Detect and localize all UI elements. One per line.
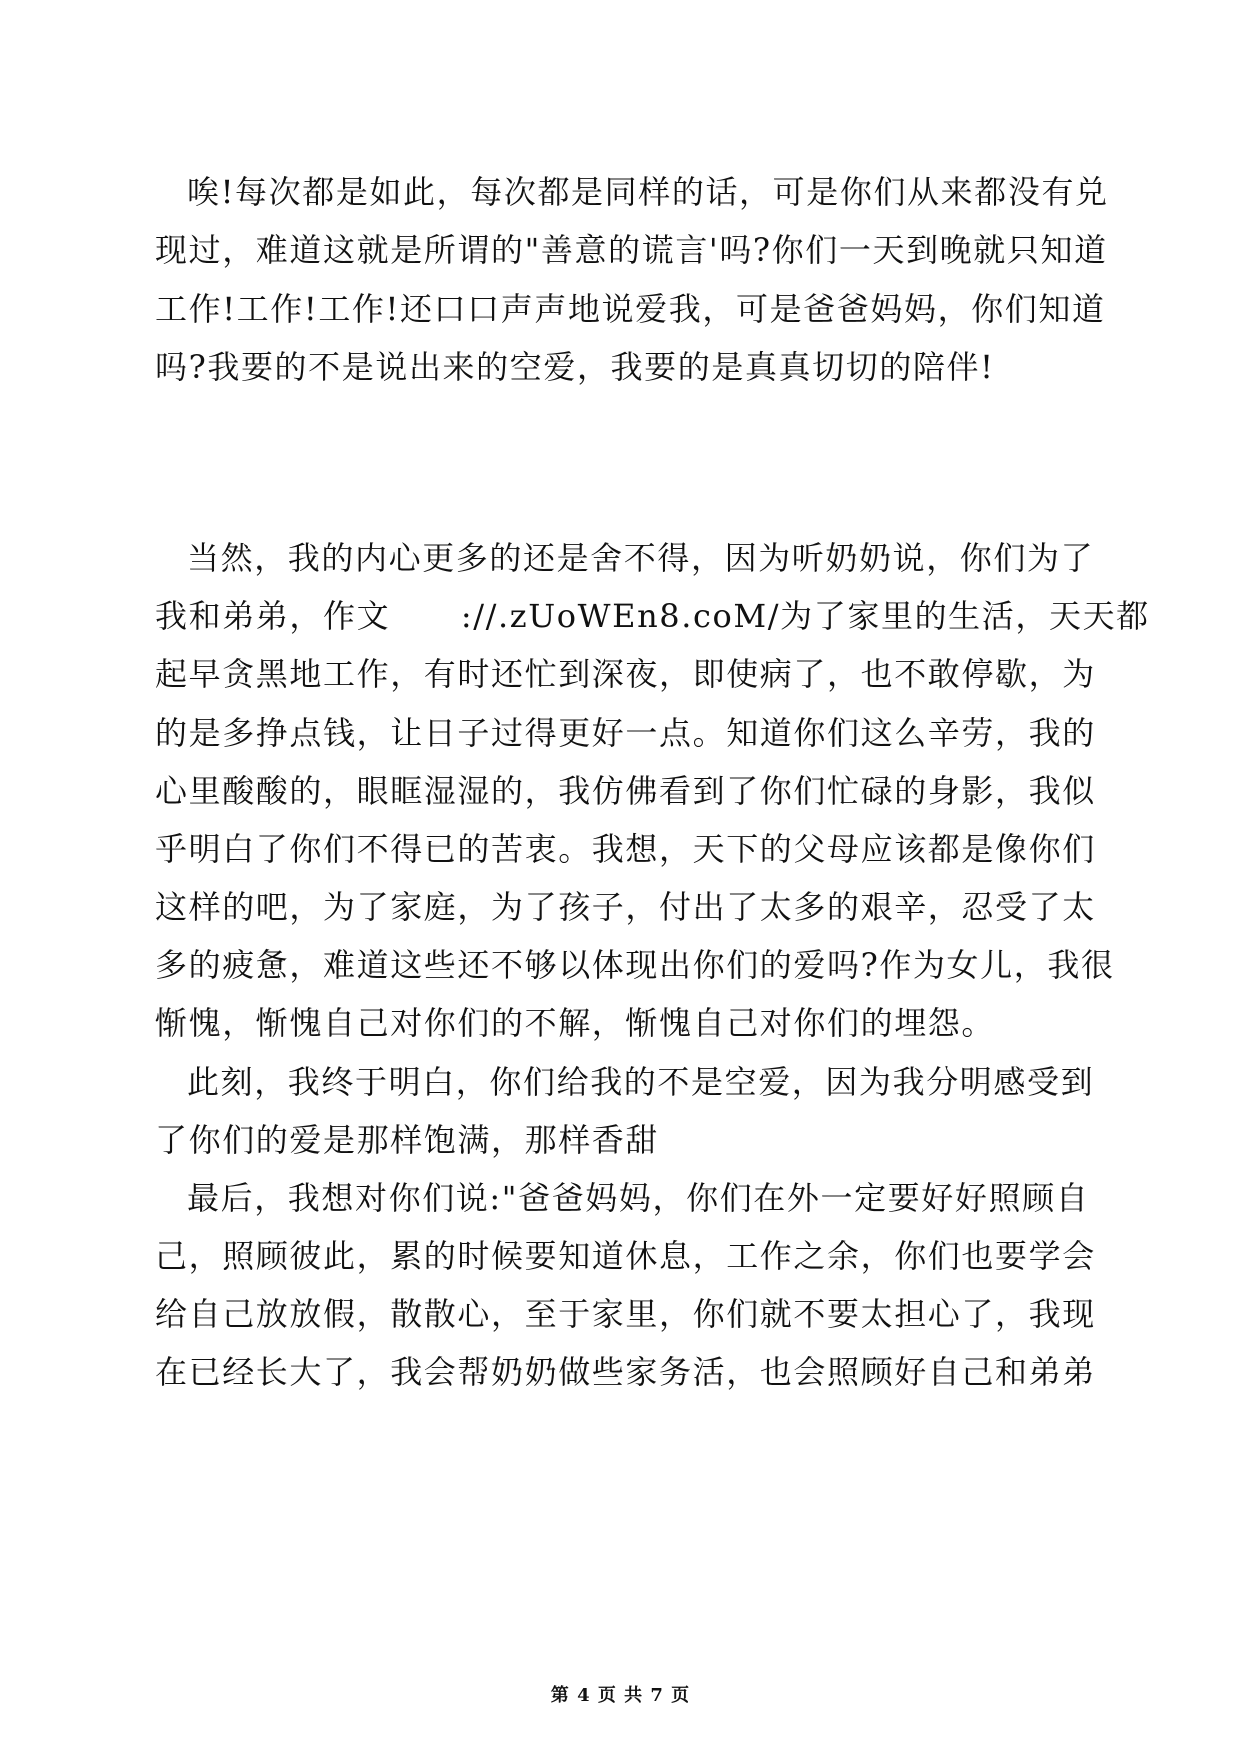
paragraph-2-line-9: 惭愧，惭愧自己对你们的不解，惭愧自己对你们的埋怨。: [155, 1004, 996, 1042]
paragraph-2-line-4: 的是多挣点钱，让日子过得更好一点。知道你们这么辛劳，我的: [155, 714, 1096, 752]
page-number-footer: 第 4 页 共 7 页: [550, 1685, 691, 1706]
paragraph-2-line-2: 我和弟弟，作文 ://.zUoWEn8.coM/为了家里的生活，天天都: [155, 597, 1150, 635]
paragraph-2-line-7: 这样的吧，为了家庭，为了孩子，付出了太多的艰辛，忍受了太: [155, 888, 1096, 926]
paragraph-1-line-4: 吗?我要的不是说出来的空爱，我要的是真真切切的陪伴!: [155, 348, 995, 386]
paragraph-1-line-2: 现过，难道这就是所谓的"善意的谎言'吗?你们一天到晚就只知道: [155, 231, 1108, 269]
paragraph-1-line-3: 工作!工作!工作!还口口声声地说爱我，可是爸爸妈妈，你们知道: [155, 290, 1106, 328]
paragraph-1-line-1: 唉!每次都是如此，每次都是同样的话，可是你们从来都没有兑: [187, 173, 1109, 211]
paragraph-3-line-2: 了你们的爱是那样饱满，那样香甜: [155, 1121, 660, 1159]
paragraph-2-line-6: 乎明白了你们不得已的苦衷。我想，天下的父母应该都是像你们: [155, 830, 1096, 868]
paragraph-2-line-5: 心里酸酸的，眼眶湿湿的，我仿佛看到了你们忙碌的身影，我似: [155, 772, 1096, 810]
paragraph-4-line-4: 在已经长大了，我会帮奶奶做些家务活，也会照顾好自己和弟弟: [155, 1353, 1096, 1391]
paragraph-3-line-1: 此刻，我终于明白，你们给我的不是空爱，因为我分明感受到: [187, 1063, 1095, 1101]
paragraph-2-line-8: 多的疲惫，难道这些还不够以体现出你们的爱吗?作为女儿，我很: [155, 946, 1115, 984]
paragraph-2-line-1: 当然，我的内心更多的还是舍不得，因为听奶奶说，你们为了: [187, 539, 1095, 577]
paragraph-2-line-3: 起早贪黑地工作，有时还忙到深夜，即使病了，也不敢停歇，为: [155, 655, 1096, 693]
paragraph-4-line-1: 最后，我想对你们说:"爸爸妈妈，你们在外一定要好好照顾自: [187, 1179, 1090, 1217]
paragraph-4-line-3: 给自己放放假，散散心，至于家里，你们就不要太担心了，我现: [155, 1295, 1096, 1333]
paragraph-4-line-2: 己，照顾彼此，累的时候要知道休息，工作之余，你们也要学会: [155, 1237, 1096, 1275]
